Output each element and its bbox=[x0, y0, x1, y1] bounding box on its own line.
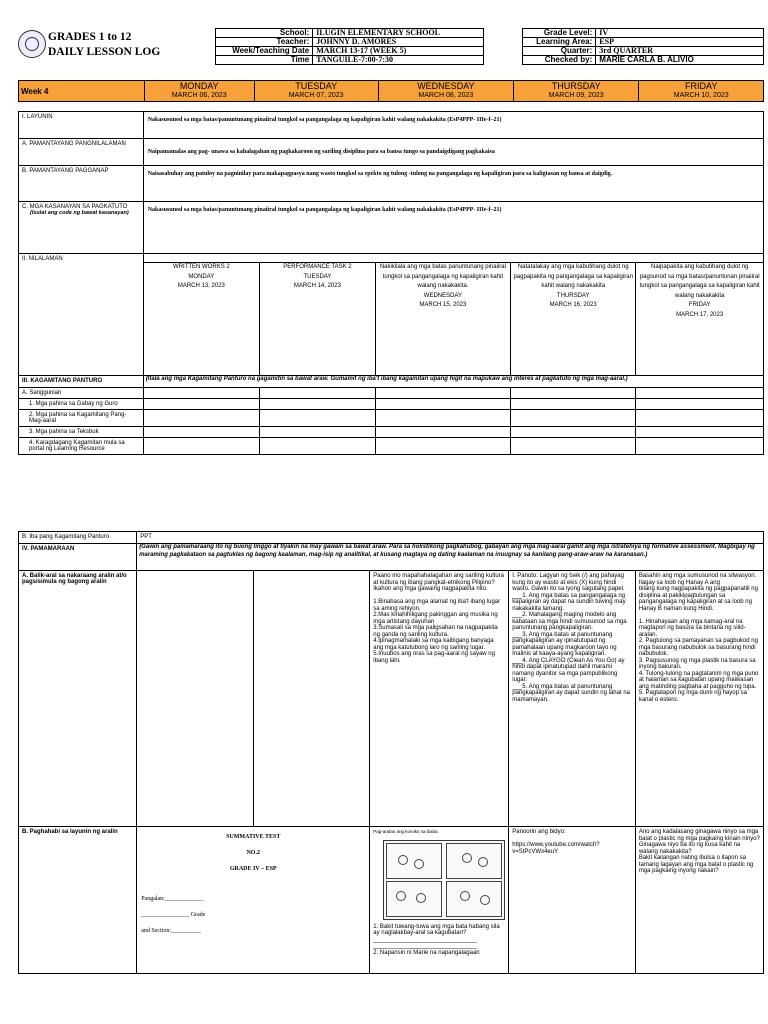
kasanayan-label: C. MGA KASANAYAN SA PAGKATUTO bbox=[22, 204, 128, 210]
time-label: Time bbox=[216, 56, 313, 65]
layunin-text: Nakasusunod sa mga batas/panuntunang pinaiiral tungkol sa pangangalaga ng kapaligiran kahit walang nakakakita (EsP4PPP- IIIe-f–21) bbox=[143, 112, 763, 139]
teacher-value: JOHNNY D. AMORES bbox=[313, 38, 484, 47]
karagdagang-label: 4. Karagdagang Kagamitan mula sa portal ng Learning Resource bbox=[19, 438, 144, 455]
balik-aral-label: A. Balik-aral sa nakaraang aralin at/o pagsisimula ng bagong aralin bbox=[19, 571, 137, 827]
kagamitan-note: (Itala ang mga Kagamitang Panturo na gagamitin sa bawat araw. Gumamit ng iba't ibang kagamitan upang higit na mapukaw ang interes at pagkatuto ng mga mag-aaral.) bbox=[143, 376, 763, 388]
header-info-table bbox=[215, 28, 764, 65]
title-dll: DAILY LESSON LOG bbox=[48, 46, 161, 58]
iba-label: B. Iba pang Kagamitang Panturo bbox=[19, 532, 137, 544]
area-value: ESP bbox=[596, 38, 764, 47]
pangalan-line: Pangalan:_____________ bbox=[141, 896, 204, 902]
days-header bbox=[18, 80, 764, 102]
pamamaraan-note: (Gawin ang pamamaraang ito ng buong linggo at tiyakin na may gawain sa bawat araw. Para sa holistikong pagkahubog, gabayan ang mga mag-aaral gamit ang mga istratehiya ng formative assessment. Magbigay ng maraming pagkakataon sa pagtuklas ng bagong kaalaman, mag-isip ng analitikal, at kusang magtaya ng dating kaalaman na inuugnay sa kanilang pang-araw-araw na karanasan.) bbox=[137, 544, 764, 571]
nilalaman-mon: WRITTEN WORKS 2 MONDAY MARCH 13, 2023 bbox=[143, 263, 259, 376]
paghahabi-fri: Ano ang kadalasang ginagawa ninyo sa mga balat o plastic ng mga pagkaing kinain ninyo? Ginagawa niyo ba ito ng kusa kahit na walang nakakakita? Bakit kailangan nating ibulsa o itapon sa tamang lagayan ang mga balat o plastic ng mga pagkaing inyong nakain? bbox=[635, 827, 763, 974]
kasanayan-note: (Isulat ang code ng bawat kasanayan) bbox=[30, 210, 129, 216]
grade-value: IV bbox=[596, 29, 764, 38]
grade-label: Grade Level: bbox=[522, 29, 595, 38]
balik-aral-wed: Paano mo mapahahalagahan ang sariling kultura at kultura ng ibang pangkat-etnikong Pilipino? Ikahon ang mga gawaing nagpapakita nito. 1.Binabasa ang mga alamat ng iba't ibang lugar sa aming rehiyon. 2.Mas kinahihiligang pakinggan ang musika ng mga artistang dayuhan 3.Sumasali sa mga paligsahan na nagpapakita ng ganda ng sariling kultura. 4.Ipinagmamalaki sa mga kaibigang banyaga ang mga katutubong laro ng sariling lugar. 5.Inuubos ang oras sa pag-aaral ng sayaw ng ibang lahi. bbox=[370, 571, 509, 827]
paghahabi-label: B. Paghahabi sa layunin ng aralin bbox=[19, 827, 137, 974]
iba-value: PPT bbox=[137, 532, 764, 544]
summative-grade: GRADE IV – ESP bbox=[229, 866, 277, 872]
kasanayan-cell bbox=[19, 202, 144, 254]
grade-line: ________________ Grade bbox=[141, 912, 206, 918]
pagganap-label: B. PAMANTAYANG PAGGANAP bbox=[19, 166, 144, 202]
area-label: Learning Area: bbox=[522, 38, 595, 47]
checked-value: MARIE CARLA B. ALIVIO bbox=[596, 56, 764, 65]
balik-aral-thu: I. Panuto: Lagyan ng tsek (/) ang pahayag kung ito ay wasto at ekis (X) kung hindi wasto. Gawin ito sa iyong sagutang papel. ___1. Ang mga batas sa pangangalaga ng kapaligiran ay dapat na sundin tuwing may nakakakita lamang. ___2. Mahalagang maging modelo ang kabataan sa mga hindi sumusunod sa mga panuntunang pangkapaligiran. ___3. Ang mga batas at panuntunang pangkapaligiran ay ipinatutupad ng pamahalaan upang magkaroon tayo ng malinis at kaaya-ayang kapaligiran. ___4. Ang CLAYGO (Clean As You Go) ay hindi dapat ipinatutupad dahil marami namang dyanitor sa mga pampublikong lugar. ___5. Ang mga batas at panuntunang pangkapaligiran ay dapat sundin ng lahat na mamamayan. bbox=[509, 571, 636, 827]
deped-logo bbox=[18, 30, 46, 58]
kagamitan-mag-label: 2. Mga pahina sa Kagamitang Pang-Mag-aaral bbox=[19, 410, 144, 427]
teacher-label: Teacher: bbox=[216, 38, 313, 47]
summative-title: SUMMATIVE TEST bbox=[226, 834, 281, 840]
title-grades: GRADES 1 to 12 bbox=[48, 31, 132, 43]
school-value: ILUGIN ELEMENTARY SCHOOL bbox=[313, 29, 484, 38]
quarter-label: Quarter: bbox=[522, 47, 595, 56]
log-title bbox=[48, 30, 160, 60]
time-value: TANGUILE-7:00-7:30 bbox=[313, 56, 484, 65]
summative-number: NO.2 bbox=[246, 850, 260, 856]
day-friday: FRIDAY MARCH 10, 2023 bbox=[639, 81, 764, 102]
week-value: MARCH 13-17 (WEEK 5) bbox=[313, 47, 484, 56]
week-label: Week/Teaching Date bbox=[216, 47, 313, 56]
layunin-label: I. LAYUNIN bbox=[19, 112, 144, 139]
nilalaman-label: II. NILALAMAN bbox=[19, 254, 144, 376]
day-monday: MONDAY MARCH 06, 2023 bbox=[144, 81, 254, 102]
week-number: Week 4 bbox=[19, 81, 145, 102]
paghahabi-wed bbox=[370, 827, 509, 974]
comic-caption: Pag-aralan ang komiks sa ibaba. bbox=[373, 829, 439, 834]
comic-illustration bbox=[383, 840, 505, 920]
gabay-label: 1. Mga pahina sa Gabay ng Guro bbox=[19, 399, 144, 410]
nilalaman-fri: Naipapakita ang kabutihang dulot ng pagsunod sa mga batas/panuntunan pinaiiral tungkol sa pangangalaga sa kapaligiran kahit walang nakakakita FRIDAY MARCH 17, 2023 bbox=[636, 263, 764, 376]
balik-aral-fri: Basahin ang mga sumusunod na sitwasyon. Ilagay sa loob ng Hanay A ang bilang kung nagpapakita ng pagpapanatili ng disiplina at pakikipagtulungan sa pangangalaga ng kapaligiran at sa loob ng Hanay B naman kung Hindi. 1. Hinahayaan ang mga kamag-aral na magtapon ng basura sa bintana ng silid-aralan. 2. Pagtulong sa pamayanan sa pagbukod ng mga basurang nabubulok sa basurang hindi nabubulok. 3. Pagsusunog ng mga plastik na basura sa inyong bakuran. 4. Tulong-tulong na pagtatanim ng mga puno at halaman sa kagubatan upang maiwasan ang matinding pagbaha at pagguho ng lupa. 5. Pagtatapon ng mga dumi ng hayop sa kanal o estero. bbox=[635, 571, 763, 827]
checked-label: Checked by: bbox=[522, 56, 595, 65]
pangnilalaman-text: Naipamamalas ang pag- unawa sa kahalagahan ng pagkakaroon ng sariling disiplina para sa bansa tungo sa pandaigdigang pagkakaisa bbox=[143, 139, 763, 166]
day-tuesday: TUESDAY MARCH 07, 2023 bbox=[254, 81, 378, 102]
nilalaman-thu: Natatalakay ang mga kabutihang dulot ng pagpapakita ng pangangalaga sa kapaligiran kahit walang nakakakita THURSDAY MARCH 16, 2023 bbox=[511, 263, 636, 376]
pangnilalaman-label: A. PAMANTAYANG PANGNILALAMAN bbox=[19, 139, 144, 166]
summative-test-cell bbox=[137, 827, 370, 974]
sanggunian-label: A. Sanggunian bbox=[19, 388, 144, 399]
lesson-table-part1 bbox=[18, 111, 764, 455]
quarter-value: 3rd QUARTER bbox=[596, 47, 764, 56]
nilalaman-wed: Nakikilala ang mga batas panuntunang pinaiiral tungkol sa pangangalaga ng kapaligiran kahit walang nakakakita. WEDNESDAY MARCH 15, 2023 bbox=[375, 263, 510, 376]
section-line: and Section:__________ bbox=[141, 928, 202, 934]
paghahabi-thu: Panoorin ang bidyo: https://www.youtube.com/watch?v=StPcVWx4euY bbox=[509, 827, 636, 974]
day-wednesday: WEDNESDAY MARCH 08, 2023 bbox=[378, 81, 513, 102]
teksbuk-label: 3. Mga pahina sa Teksbuk bbox=[19, 427, 144, 438]
pamamaraan-label: IV. PAMAMARAAN bbox=[19, 544, 137, 571]
nilalaman-tue: PERFORMANCE TASK 2 TUESDAY MARCH 14, 2023 bbox=[260, 263, 376, 376]
lesson-table-part2 bbox=[18, 531, 764, 974]
paghahabi-wed-questions: 1. Bakit tuwang-tuwa ang mga bata habang sila ay naglalakbay-aral sa kagubatan? _______________________________ _______________________________ 2. Napansin ni Marie na napangalagaan bbox=[373, 923, 500, 956]
day-thursday: THURSDAY MARCH 09, 2023 bbox=[514, 81, 639, 102]
pagganap-text: Naisasabuhay ang patuloy na pagninilay para makapagpasya nang wasto tungkol sa epekto ng tulong -tulong na pangangalaga ng kapaligiran para sa kaligtasan ng bansa at daigdig. bbox=[143, 166, 763, 202]
kagamitan-label: III. KAGAMITANG PANTURO bbox=[19, 376, 144, 388]
school-label: School: bbox=[216, 29, 313, 38]
kasanayan-text: Nakasusunod sa mga batas/panuntunang pinaiiral tungkol sa pangangalaga ng kapaligiran kahit walang nakakakita (EsP4PPP- IIIe-f–21) bbox=[143, 202, 763, 254]
